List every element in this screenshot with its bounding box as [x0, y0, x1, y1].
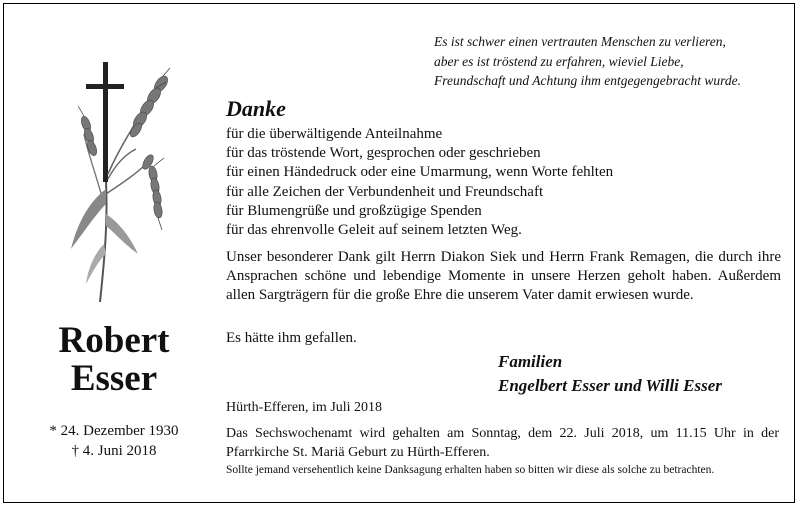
- place-date: Hürth-Efferen, im Juli 2018: [226, 400, 383, 415]
- closing-line: Es hätte ihm gefallen.: [226, 330, 357, 346]
- deceased-name: [14, 322, 214, 398]
- life-dates: [14, 421, 214, 461]
- thanks-line: für einen Händedruck oder eine Umarmung, wenn Worte fehlten: [226, 164, 614, 181]
- first-name: Robert: [58, 320, 170, 361]
- footnote: Sollte jemand versehentlich keine Danksagung erhalten haben so bitten wir diese als solche zu betrachten.: [226, 464, 715, 476]
- death-date: † 4. Juni 2018: [71, 443, 157, 459]
- motto-line: Es ist schwer einen vertrauten Menschen zu verlieren,: [434, 34, 726, 49]
- family-signature: [498, 350, 722, 398]
- special-thanks-paragraph: Unser besonderer Dank gilt Herrn Diakon Siek und Herrn Frank Remagen, die durch ihre Ansprachen schöne und lebendige Momente in unsere Herzen geholt haben. Außerdem allen Sargträgern für die große Ehre die unserem Vater damit erwiesen wurde.: [226, 249, 781, 304]
- obituary-card: [3, 3, 795, 503]
- last-name: Esser: [70, 358, 158, 399]
- thanks-line: für das tröstende Wort, gesprochen oder geschrieben: [226, 145, 541, 162]
- cross-with-wheat-icon: [66, 54, 186, 304]
- thanks-line: für Blumengrüße und großzügige Spenden: [226, 202, 482, 219]
- motto-line: aber es ist tröstend zu erfahren, wieviel Liebe,: [434, 53, 684, 69]
- thanks-list: [226, 125, 766, 240]
- family-names: Engelbert Esser und Willi Esser: [498, 376, 722, 395]
- motto: [434, 32, 784, 91]
- memorial-mass-notice: Das Sechswochenamt wird gehalten am Sonntag, dem 22. Juli 2018, um 11.15 Uhr in der Pfarrkirche St. Mariä Geburt zu Hürth-Efferen.: [226, 426, 779, 460]
- family-line: Familien: [498, 352, 563, 371]
- birth-date: * 24. Dezember 1930: [49, 423, 179, 439]
- motto-line: Freundschaft und Achtung ihm entgegengebracht wurde.: [434, 73, 741, 88]
- thanks-line: für die überwältigende Anteilnahme: [226, 126, 443, 142]
- thanks-title: Danke: [226, 96, 286, 121]
- thanks-line: für das ehrenvolle Geleit auf seinem letzten Weg.: [226, 222, 522, 239]
- thanks-line: für alle Zeichen der Verbundenheit und Freundschaft: [226, 183, 544, 200]
